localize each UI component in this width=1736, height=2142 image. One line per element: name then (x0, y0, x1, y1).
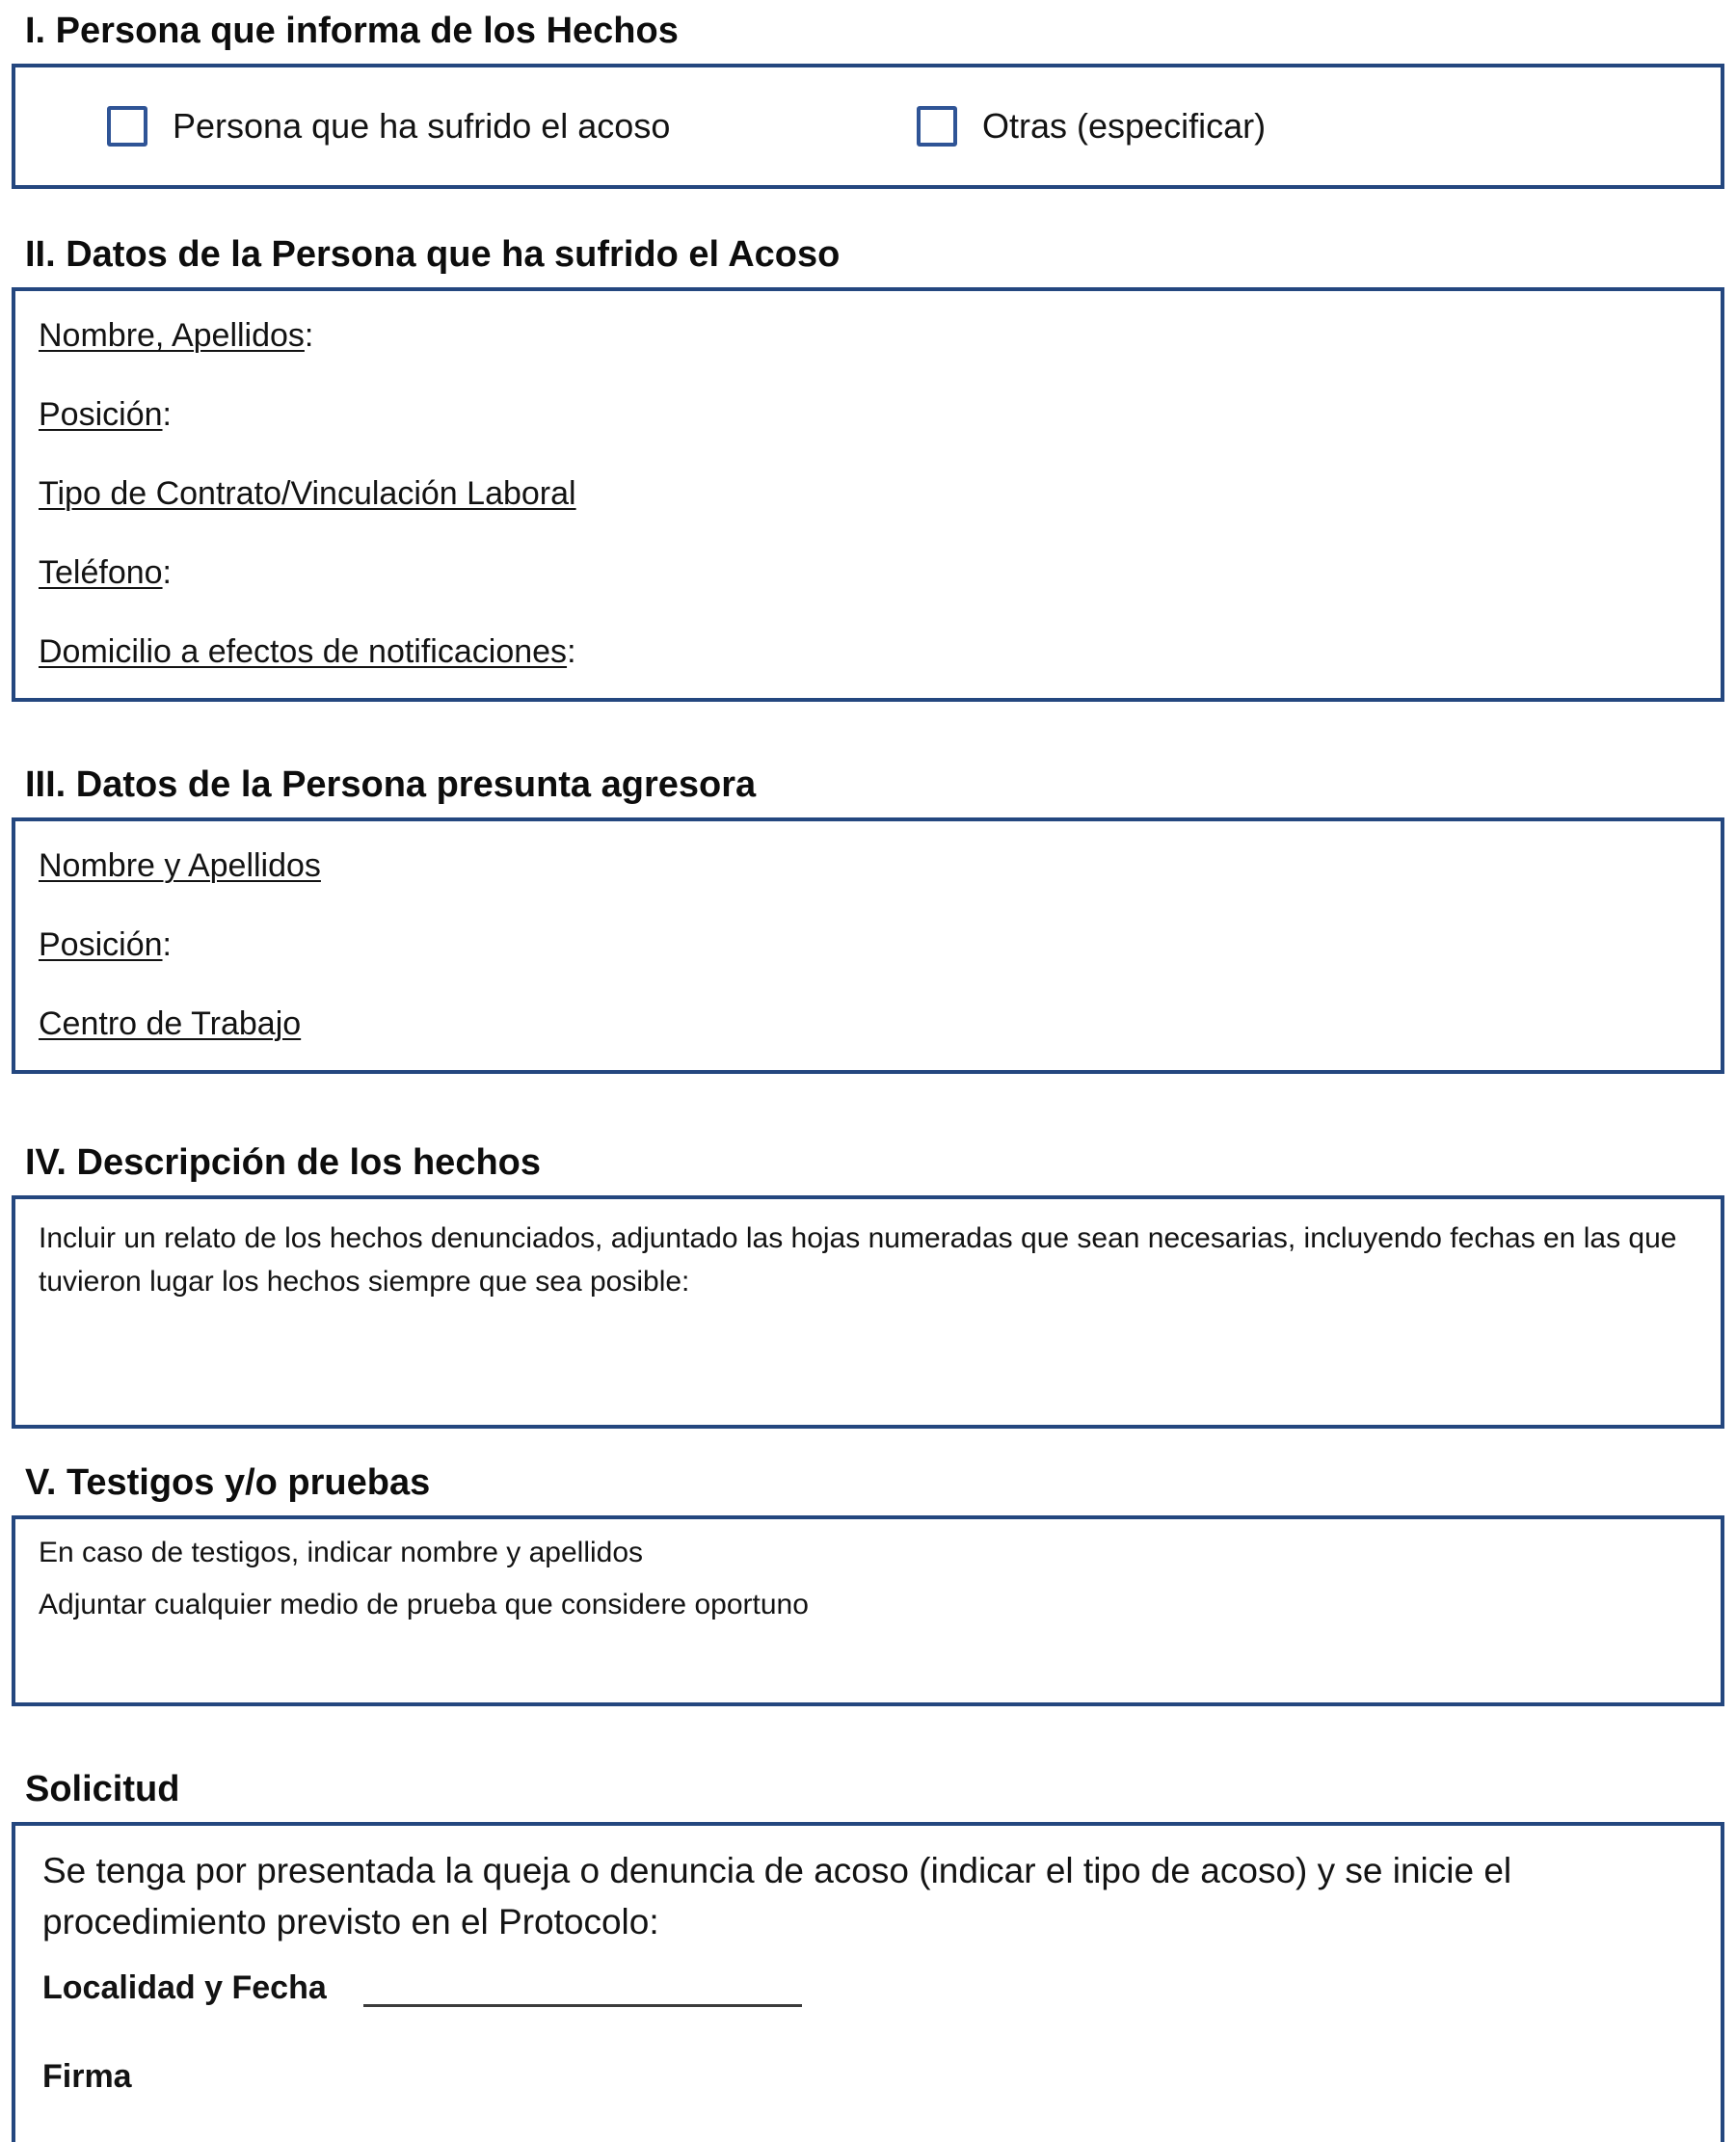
field-telefono-label: Teléfono (39, 554, 163, 591)
field-domicilio-suffix: : (567, 633, 576, 670)
checkbox-victim-label: Persona que ha sufrido el acoso (173, 106, 671, 146)
field-tipo-contrato-label: Tipo de Contrato/Vinculación Laboral (39, 475, 576, 512)
firma-label: Firma (42, 2058, 132, 2095)
field-posicion-agresor (39, 925, 1692, 964)
field-telefono-suffix: : (162, 554, 172, 591)
section-2-box (12, 287, 1724, 702)
section-3-box (12, 817, 1724, 1074)
reporter-option-other (917, 106, 1266, 147)
section-2-heading: II. Datos de la Persona que ha sufrido el Acoso (25, 234, 841, 275)
field-posicion-agresor-suffix: : (162, 926, 172, 963)
field-centro-trabajo (39, 1004, 1692, 1043)
solicitud-heading: Solicitud (25, 1769, 180, 1809)
checkbox-other-label: Otras (especificar) (982, 106, 1267, 146)
field-nombre-apellidos-label: Nombre, Apellidos (39, 317, 305, 354)
field-nombre-apellidos-agresor-label: Nombre y Apellidos (39, 847, 321, 884)
section-3-heading: III. Datos de la Persona presunta agresora (25, 764, 757, 805)
section-5-box (12, 1515, 1724, 1706)
section-4-box (12, 1195, 1724, 1429)
solicitud-statement: Se tenga por presentada la queja o denuncia de acoso (indicar el tipo de acoso) y se inicie el procedimiento previsto en el Protocolo: (42, 1851, 1512, 1941)
section-4-heading: IV. Descripción de los hechos (25, 1142, 542, 1183)
field-posicion-suffix: : (162, 396, 172, 433)
localidad-fecha-row (42, 1968, 1694, 2007)
field-centro-trabajo-label: Centro de Trabajo (39, 1005, 302, 1042)
description-instructions: Incluir un relato de los hechos denunciados, adjuntado las hojas numeradas que sean necesarias, incluyendo fechas en las que tuvieron lugar los hechos siempre que sea posible: (39, 1222, 1677, 1298)
localidad-fecha-label: Localidad y Fecha (42, 1969, 327, 2006)
section-5-heading: V. Testigos y/o pruebas (25, 1462, 431, 1503)
field-domicilio (39, 632, 1692, 671)
field-nombre-apellidos (39, 316, 1692, 355)
checkbox-other[interactable] (917, 106, 957, 147)
reporter-option-victim (107, 106, 917, 147)
section-1-heading: I. Persona que informa de los Hechos (25, 11, 679, 51)
field-posicion-label: Posición (39, 396, 163, 433)
witness-line-1: En caso de testigos, indicar nombre y apellidos (39, 1537, 644, 1568)
field-nombre-apellidos-agresor (39, 846, 1692, 885)
field-nombre-apellidos-suffix: : (304, 317, 314, 354)
localidad-fecha-blank-line (363, 1974, 802, 2007)
field-telefono (39, 553, 1692, 592)
witness-line-2: Adjuntar cualquier medio de prueba que considere oportuno (39, 1589, 809, 1620)
field-posicion-agresor-label: Posición (39, 926, 163, 963)
field-posicion (39, 395, 1692, 434)
section-1-box (12, 64, 1724, 189)
checkbox-victim[interactable] (107, 106, 147, 147)
field-domicilio-label: Domicilio a efectos de notificaciones (39, 633, 568, 670)
field-tipo-contrato (39, 474, 1692, 513)
solicitud-box (12, 1822, 1724, 2142)
firma-row (42, 2057, 1694, 2096)
